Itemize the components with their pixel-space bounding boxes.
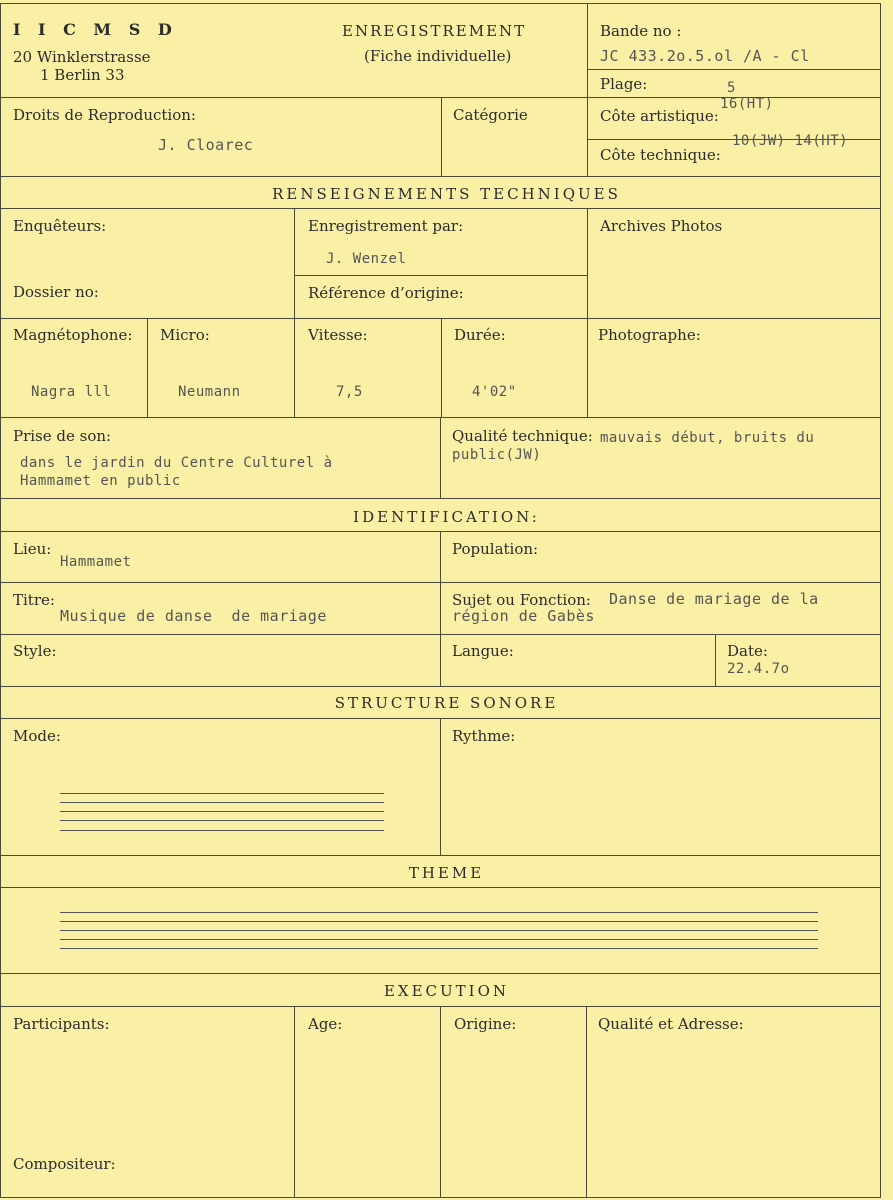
reference-origine-label: Référence d’origine: [308, 284, 464, 302]
institute-logo: I I C M S D [13, 20, 178, 39]
staff-line [60, 802, 384, 803]
rule [0, 3, 880, 4]
duree-value: 4'02" [472, 384, 517, 400]
cote-artistique-value: 16(HT) [720, 96, 774, 112]
vitesse-label: Vitesse: [308, 326, 368, 344]
vitesse-value: 7,5 [336, 384, 363, 400]
staff-line [60, 830, 384, 831]
staff-line [60, 912, 818, 913]
mode-label: Mode: [13, 727, 61, 745]
form-subtitle: (Fiche individuelle) [364, 47, 512, 65]
rule [440, 417, 441, 498]
micro-label: Micro: [160, 326, 210, 344]
age-label: Age: [308, 1015, 343, 1033]
magnetophone-value: Nagra lll [31, 384, 112, 400]
rule [441, 318, 442, 417]
style-label: Style: [13, 642, 57, 660]
section-execution: EXECUTION [383, 982, 510, 1000]
prise-de-son-line1: dans le jardin du Centre Culturel à [20, 455, 333, 471]
enregistrement-par-label: Enregistrement par: [308, 217, 464, 235]
rule [294, 275, 587, 276]
rule [440, 531, 441, 686]
lieu-label: Lieu: [13, 540, 52, 558]
form-title: ENREGISTREMENT [342, 22, 527, 40]
cote-technique-label: Côte technique: [600, 146, 721, 164]
participants-label: Participants: [13, 1015, 110, 1033]
rule [587, 3, 588, 176]
section-renseignements: RENSEIGNEMENTS TECHNIQUES [272, 185, 621, 203]
rule [586, 1006, 587, 1197]
rythme-label: Rythme: [452, 727, 516, 745]
rule [0, 498, 880, 499]
rule [0, 887, 880, 888]
date-value: 22.4.7o [727, 661, 790, 677]
lieu-value: Hammamet [60, 554, 132, 570]
plage-value: 5 [727, 80, 736, 96]
rule [441, 97, 442, 176]
archives-photos-label: Archives Photos [600, 217, 723, 235]
prise-de-son-label: Prise de son: [13, 427, 112, 445]
plage-label: Plage: [600, 75, 648, 93]
duree-label: Durée: [454, 326, 506, 344]
section-theme: THEME [408, 864, 485, 882]
rule [0, 686, 880, 687]
prise-de-son-line2: Hammamet en public [20, 473, 181, 489]
qualite-technique-line2: public(JW) [452, 447, 542, 463]
bande-value: JC 433.2o.5.ol /A - Cl [600, 47, 810, 65]
address-city: 1 Berlin 33 [40, 66, 125, 84]
rule [440, 1006, 441, 1197]
staff-line [60, 793, 384, 794]
sujet-fonction-line1: Danse de mariage de la [609, 590, 819, 608]
dossier-label: Dossier no: [13, 283, 99, 301]
rule [587, 69, 880, 70]
rule [0, 1197, 880, 1198]
photographe-label: Photographe: [598, 326, 701, 344]
cote-artistique-label: Côte artistique: [600, 107, 719, 125]
staff-line [60, 921, 818, 922]
staff-line [60, 939, 818, 940]
rule [294, 208, 295, 417]
rule [294, 1006, 295, 1197]
bande-label: Bande no : [600, 22, 682, 40]
compositeur-label: Compositeur: [13, 1155, 116, 1173]
micro-value: Neumann [178, 384, 241, 400]
langue-label: Langue: [452, 642, 514, 660]
staff-line [60, 820, 384, 821]
rule [440, 718, 441, 855]
magnetophone-label: Magnétophone: [13, 326, 133, 344]
rule [0, 176, 880, 177]
titre-label: Titre: [13, 591, 55, 609]
rule [880, 3, 881, 1198]
categorie-label: Catégorie [453, 106, 528, 124]
population-label: Population: [452, 540, 539, 558]
sujet-fonction-label: Sujet ou Fonction: [452, 591, 591, 609]
droits-value: J. Cloarec [158, 136, 254, 154]
rule [715, 634, 716, 686]
enqueteurs-label: Enquêteurs: [13, 217, 107, 235]
rule [147, 318, 148, 417]
enregistrement-par-value: J. Wenzel [326, 251, 407, 267]
rule [0, 208, 880, 209]
origine-label: Origine: [454, 1015, 517, 1033]
section-structure-sonore: STRUCTURE SONORE [334, 694, 559, 712]
qualite-adresse-label: Qualité et Adresse: [598, 1015, 744, 1033]
cote-technique-value: 10(JW) 14(HT) [732, 133, 849, 149]
qualite-technique-label: Qualité technique: [452, 427, 593, 445]
titre-value: Musique de danse de mariage [60, 607, 327, 625]
qualite-technique-line1: mauvais début, bruits du [600, 430, 815, 446]
staff-line [60, 930, 818, 931]
staff-line [60, 948, 818, 949]
droits-label: Droits de Reproduction: [13, 106, 196, 124]
rule [0, 318, 880, 319]
rule [0, 3, 1, 1198]
address-street: 20 Winklerstrasse [13, 48, 151, 66]
section-identification: IDENTIFICATION: [353, 508, 540, 526]
rule [0, 973, 880, 974]
rule [587, 208, 588, 417]
date-label: Date: [727, 642, 768, 660]
rule [0, 855, 880, 856]
staff-line [60, 811, 384, 812]
sujet-fonction-line2: région de Gabès [452, 607, 595, 625]
